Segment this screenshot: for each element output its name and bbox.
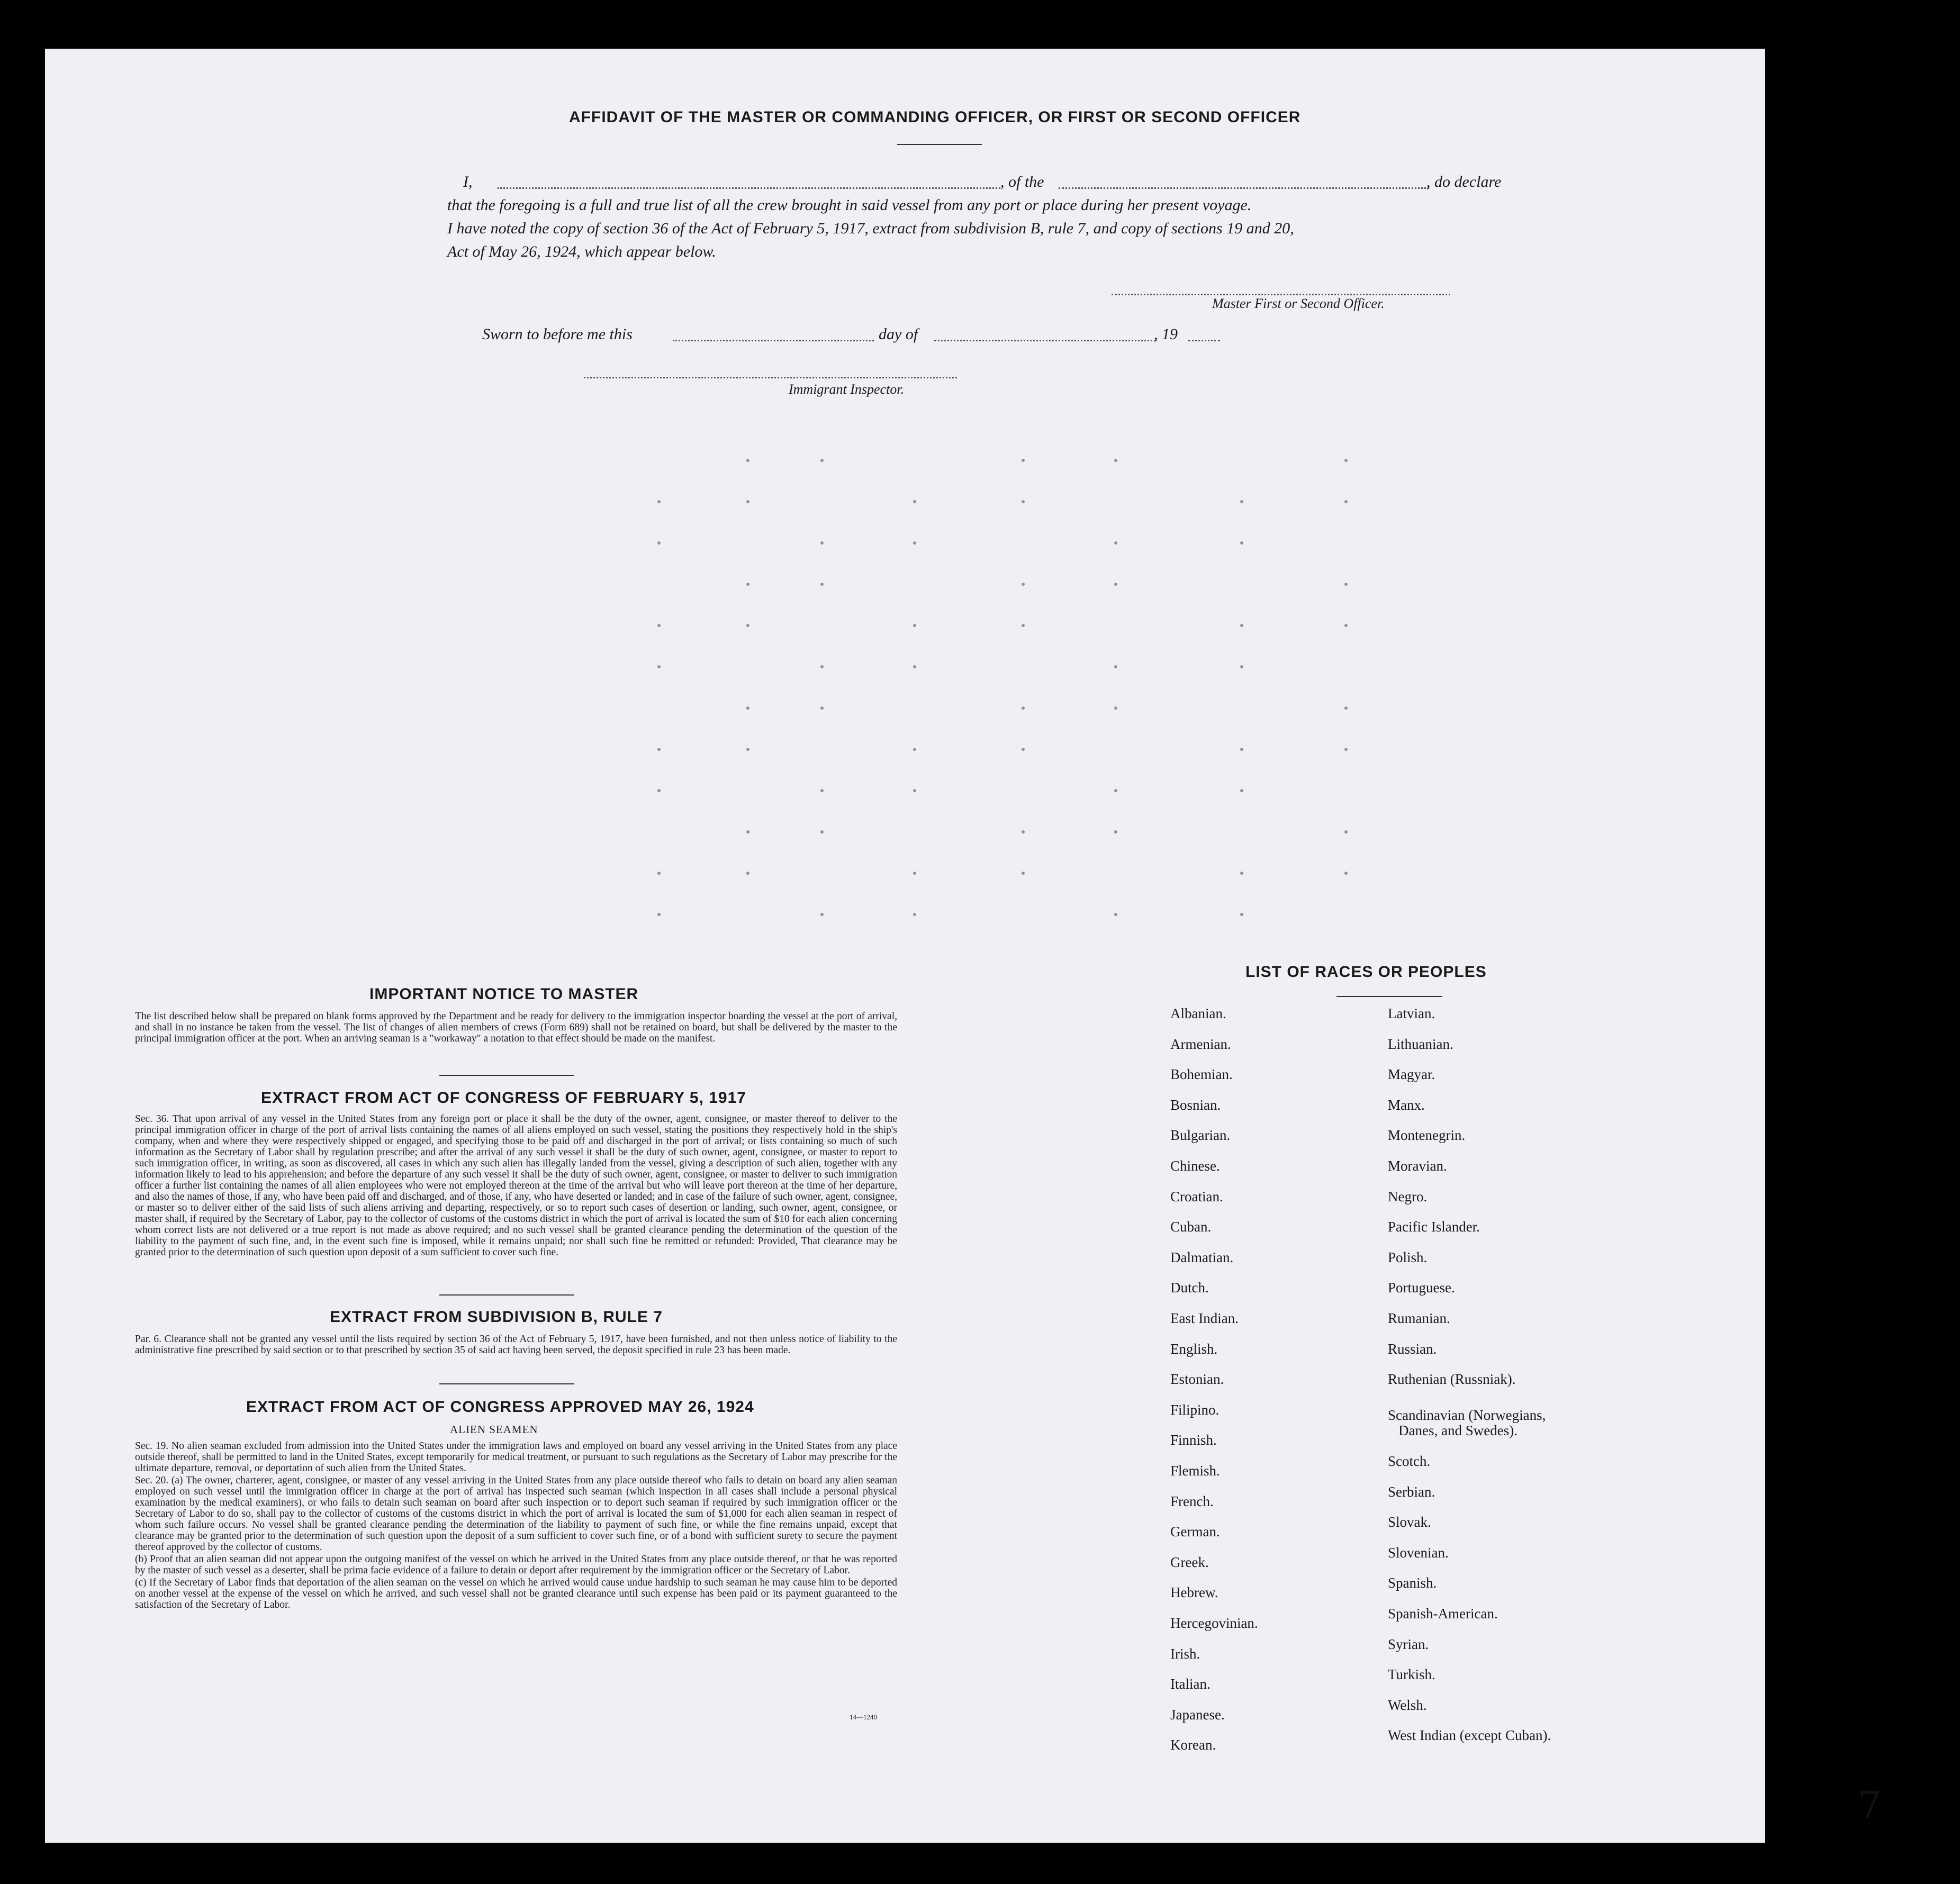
divider	[897, 144, 982, 145]
race-item: German.	[1170, 1524, 1220, 1540]
race-item: Moravian.	[1388, 1158, 1447, 1174]
race-item: Montenegrin.	[1388, 1127, 1466, 1144]
race-item: Danes, and Swedes).	[1398, 1423, 1518, 1439]
extract-1917-text: Sec. 36. That upon arrival of any vessel in the United States from any foreign port or place it shall be the duty of the owner, agent, consignee, or master thereof to deliver to the principal immigration officer in charge of the port of arrival lists containing the names of all aliens employed on such vessel, stating the positions they respectively hold in the ship's company, when and where they were respectively shipped or engaged, and specifying those to be paid off and discharged in the port of arrival; or lists containing so much of such information as the Secretary of Labor shall by regulation prescribe; and after the arrival of any such vessel it shall be the duty of such owner, agent, consignee, or master to report to such immigration officer, in writing, as soon as discovered, all cases in which any such alien has illegally landed from the vessel, giving a description of such alien, together with any information likely to lead to his apprehension; and before the departure of any such vessel it shall be the duty of such owner, agent, consignee, or master to deliver to such immigration officer a further list containing the names of all alien employees who were not employed thereon at the time of the arrival but who will leave port thereon at the time of her departure, and also the names of those, if any, who have been paid off and discharged, and of those, if any, who have deserted or landed; and in case of the failure of such owner, agent, consignee, or master so to deliver either of the said lists of such aliens arriving and departing, respectively, or so to report such cases of desertion or landing, such owner, agent, consignee, or master shall, if required by the Secretary of Labor, pay to the collector of customs of the customs district in which the port of arrival is located the sum of $10 for each alien concerning whom correct lists are not delivered or a true report is not made as above required; and no such vessel shall be granted clearance pending the determination of the question of the liability to the payment of such fine, and, in the event such fine is imposed, while it remains unpaid; nor shall such fine be remitted or refunded: Provided, That clearance may be granted prior to the determination of such question upon deposit of a sum sufficient to cover such fine.	[135, 1113, 897, 1258]
race-item: Albanian.	[1170, 1006, 1226, 1021]
inspector-signature-label: Immigrant Inspector.	[789, 382, 905, 397]
section-19-text: Sec. 19. No alien seaman excluded from admission into the United States under the immigration laws and employed on board any vessel arriving in the United States from any place outside thereof, shall be permitted to land in the United States, except temporarily for medical treatment, or pursuant to such regulations as the Secretary of Labor may prescribe for the ultimate departure, removal, or deportation of such alien from the United States.	[135, 1441, 897, 1474]
faint-dot	[657, 541, 661, 545]
punch-hole	[1841, 550, 1872, 581]
faint-dot	[1022, 459, 1025, 462]
form-number: 14—1240	[850, 1713, 877, 1721]
faint-dot	[1114, 541, 1117, 545]
extract-1924-title: EXTRACT FROM ACT OF CONGRESS APPROVED MAY 26, 1924	[246, 1398, 754, 1416]
race-item: Spanish-American.	[1388, 1606, 1498, 1622]
faint-dot	[1022, 872, 1025, 875]
divider	[439, 1294, 574, 1296]
faint-dot	[1240, 500, 1243, 503]
affidavit-line-3: I have noted the copy of section 36 of the Act of February 5, 1917, extract from subdivision B, rule 7, and copy of sections 19 and 20,	[447, 220, 1294, 237]
rule7-title: EXTRACT FROM SUBDIVISION B, RULE 7	[330, 1308, 663, 1326]
faint-dot	[1240, 789, 1243, 792]
faint-dot	[1240, 624, 1243, 627]
faint-dot	[820, 913, 824, 916]
faint-dot	[1344, 706, 1348, 710]
race-item: Japanese.	[1170, 1706, 1225, 1723]
faint-dot	[820, 459, 824, 462]
faint-dot	[1022, 583, 1025, 586]
race-item: Bohemian.	[1170, 1066, 1233, 1083]
race-item: East Indian.	[1170, 1310, 1239, 1326]
faint-dot	[1114, 583, 1117, 586]
faint-dot	[746, 748, 749, 751]
faint-dot	[657, 789, 661, 792]
faint-dot	[1022, 706, 1025, 710]
faint-dot	[657, 872, 661, 875]
faint-dot	[746, 583, 749, 586]
race-item: Turkish.	[1388, 1666, 1435, 1683]
race-item: Estonian.	[1170, 1371, 1224, 1388]
year-label: , 19	[1154, 325, 1178, 343]
sworn-label: Sworn to before me this	[482, 325, 633, 343]
day-of-label: day of	[879, 325, 918, 343]
faint-dot	[1344, 583, 1348, 586]
faint-dot	[1022, 624, 1025, 627]
race-item: Ruthenian (Russniak).	[1388, 1371, 1516, 1388]
affidavit-i-label: I,	[463, 173, 473, 191]
faint-dot	[746, 624, 749, 627]
affidavit-line-2: that the foregoing is a full and true list of all the crew brought in said vessel from any port or place during her present voyage.	[447, 196, 1252, 214]
faint-dot	[1114, 706, 1117, 710]
affidavit-declare-label: , do declare	[1426, 173, 1502, 191]
punch-hole	[1841, 1504, 1872, 1535]
faint-dot	[820, 706, 824, 710]
race-item: West Indian (except Cuban).	[1388, 1727, 1551, 1744]
race-item: Spanish.	[1388, 1575, 1437, 1591]
race-item: Magyar.	[1388, 1066, 1435, 1083]
race-item: Serbian.	[1388, 1483, 1435, 1500]
faint-dot	[657, 500, 661, 503]
punch-hole	[1858, 111, 1889, 142]
race-item: Slovak.	[1388, 1514, 1431, 1530]
affidavit-title: AFFIDAVIT OF THE MASTER OR COMMANDING OFFICER, OR FIRST OR SECOND OFFICER	[569, 108, 1301, 126]
races-title: LIST OF RACES OR PEOPLES	[1245, 963, 1487, 981]
race-item: Korean.	[1170, 1737, 1216, 1753]
faint-dot	[657, 913, 661, 916]
faint-dot	[746, 872, 749, 875]
faint-dot	[913, 500, 916, 503]
faint-dot	[1114, 789, 1117, 792]
faint-dot	[1114, 459, 1117, 462]
race-item: Portuguese.	[1388, 1280, 1455, 1296]
race-item: Polish.	[1388, 1249, 1428, 1265]
faint-dot	[1344, 500, 1348, 503]
race-item: Negro.	[1388, 1188, 1428, 1204]
faint-dot	[1114, 830, 1117, 834]
race-item: Irish.	[1170, 1645, 1200, 1662]
section-20a-text: Sec. 20. (a) The owner, charterer, agent, consignee, or master of any vessel arriving in the United States from any place outside thereof who fails to detain on board any alien seaman employed on such vessel until the immigration officer in charge at the port of arrival has inspected such seaman (which inspection in all cases shall include a personal physical examination by the medical examiners), or who fails to detain such seaman on board after such inspection or to deport such seaman if required by such immigration officer or the Secretary of Labor to do so, shall pay to the collector of customs of the customs district in which the port of arrival is located the sum of $1,000 for each alien seaman in respect of whom such failure occurs. No vessel shall be granted clearance pending the determination of the liability to payment of such fine, or while the fine remains unpaid, except that clearance may be granted prior to the determination of such question upon the deposit of a sum sufficient to cover such fine, or of a bond with sufficient surety to secure the payment thereof approved by the collector of customs.	[135, 1475, 897, 1553]
race-item: English.	[1170, 1340, 1218, 1357]
punch-hole	[1856, 71, 1886, 102]
faint-dot	[820, 583, 824, 586]
race-item: Scandinavian (Norwegians,	[1388, 1407, 1546, 1423]
race-item: Syrian.	[1388, 1636, 1429, 1652]
race-item: Italian.	[1170, 1676, 1211, 1692]
race-item: Finnish.	[1170, 1432, 1217, 1448]
faint-dot	[1022, 830, 1025, 834]
master-signature-label: Master First or Second Officer.	[1212, 296, 1385, 311]
punch-hole	[1841, 296, 1872, 327]
faint-dot	[1344, 830, 1348, 834]
section-20c-text: (c) If the Secretary of Labor finds that deportation of the alien seaman on the vessel on which he arrived would cause undue hardship to such seaman he may cause him to be deported on another vessel at the expense of the vessel on which he arrived, and such vessel shall not be granted clearance until such expense has been paid or its payment guaranteed to the satisfaction of the Secretary of Labor.	[135, 1577, 897, 1610]
race-item: Pacific Islander.	[1388, 1219, 1480, 1235]
race-item: Dutch.	[1170, 1280, 1209, 1296]
extract-1924-body	[135, 1441, 897, 1611]
faint-dot	[1240, 748, 1243, 751]
faint-dot	[657, 748, 661, 751]
faint-dot	[1240, 541, 1243, 545]
faint-dot	[820, 830, 824, 834]
faint-dot	[913, 872, 916, 875]
race-item: Latvian.	[1388, 1006, 1435, 1021]
faint-dot	[1240, 913, 1243, 916]
faint-dot	[1344, 872, 1348, 875]
race-item: Lithuanian.	[1388, 1036, 1453, 1052]
document-page	[45, 49, 1765, 1843]
faint-dot	[820, 541, 824, 545]
race-item: Hercegovinian.	[1170, 1615, 1258, 1631]
race-item: Bulgarian.	[1170, 1127, 1231, 1144]
race-item: Flemish.	[1170, 1463, 1220, 1479]
handwritten-page-mark: 7	[1858, 1783, 1882, 1827]
notice-text: The list described below shall be prepared on blank forms approved by the Department and be ready for delivery to the immigration inspector boarding the vessel at the port of arrival, and shall in no instance be taken from the vessel. The list of changes of alien members of crews (Form 689) shall not be retained on board, but shall be delivered by the master to the principal immigration officer at the port. When an arriving seaman is a "workaway" a notation to that effect should be made on the manifest.	[135, 1011, 897, 1044]
faint-dot	[1344, 748, 1348, 751]
race-item: Rumanian.	[1388, 1310, 1450, 1326]
punch-hole	[1841, 1153, 1872, 1183]
race-item: Hebrew.	[1170, 1584, 1218, 1601]
divider	[439, 1075, 574, 1076]
faint-dot	[913, 789, 916, 792]
affidavit-line-4: Act of May 26, 1924, which appear below.	[447, 243, 716, 260]
faint-dot	[913, 913, 916, 916]
race-item: Armenian.	[1170, 1036, 1231, 1052]
faint-dot	[1344, 624, 1348, 627]
faint-dot	[657, 665, 661, 668]
faint-dot	[820, 665, 824, 668]
faint-dot	[1344, 459, 1348, 462]
race-item: Chinese.	[1170, 1158, 1220, 1174]
extract-1924-subtitle: ALIEN SEAMEN	[450, 1423, 538, 1436]
race-item: Filipino.	[1170, 1401, 1220, 1418]
punch-hole	[1841, 1593, 1872, 1624]
extract-1917-title: EXTRACT FROM ACT OF CONGRESS OF FEBRUARY 5, 1917	[261, 1089, 746, 1107]
race-item: Bosnian.	[1170, 1097, 1221, 1113]
punch-hole	[1841, 650, 1872, 681]
punch-hole	[1841, 197, 1872, 228]
notice-title: IMPORTANT NOTICE TO MASTER	[369, 985, 639, 1003]
section-20b-text: (b) Proof that an alien seaman did not appear upon the outgoing manifest of the vessel on which he arrived in the United States from any place outside thereof, or that he was reported by the master of such vessel as a deserter, shall be prima facie evidence of a failure to detain or deport after requirement by the immigration officer or the Secretary of Labor.	[135, 1554, 897, 1576]
race-item: Dalmatian.	[1170, 1249, 1234, 1265]
declarant-name-field[interactable]	[498, 187, 1000, 189]
race-item: Russian.	[1388, 1340, 1437, 1357]
divider	[439, 1383, 574, 1384]
faint-dot	[1114, 913, 1117, 916]
punch-hole	[1841, 1242, 1872, 1272]
sworn-year-field[interactable]	[1188, 340, 1220, 341]
vessel-name-field[interactable]	[1059, 187, 1429, 189]
sworn-day-field[interactable]	[673, 340, 874, 341]
affidavit-of-the-label: , of the	[1000, 173, 1044, 191]
race-item: Cuban.	[1170, 1219, 1212, 1235]
sworn-month-field[interactable]	[934, 340, 1157, 341]
faint-dot	[1240, 665, 1243, 668]
divider	[1336, 996, 1442, 997]
faint-dot	[1022, 500, 1025, 503]
race-item: Greek.	[1170, 1554, 1209, 1570]
faint-dot	[913, 624, 916, 627]
race-item: Croatian.	[1170, 1188, 1223, 1204]
faint-dot	[746, 459, 749, 462]
faint-dot	[1022, 748, 1025, 751]
faint-dot	[1240, 872, 1243, 875]
race-item: Manx.	[1388, 1097, 1425, 1113]
faint-dot	[1114, 665, 1117, 668]
race-item: Slovenian.	[1388, 1544, 1449, 1561]
race-item: Welsh.	[1388, 1697, 1427, 1713]
faint-dot	[913, 748, 916, 751]
rule7-text: Par. 6. Clearance shall not be granted any vessel until the lists required by section 36 of the Act of February 5, 1917, have been furnished, and not then unless notice of liability to the administrative fine prescribed by said section or to that prescribed by section 35 of said act having been served, the deposit specified in rule 23 has been made.	[135, 1334, 897, 1356]
faint-dot	[746, 706, 749, 710]
faint-dot	[820, 789, 824, 792]
faint-dot	[913, 541, 916, 545]
faint-dot	[657, 624, 661, 627]
faint-dot	[746, 830, 749, 834]
race-item: French.	[1170, 1493, 1214, 1509]
race-item: Scotch.	[1388, 1453, 1431, 1469]
faint-dot	[746, 500, 749, 503]
faint-dot	[913, 665, 916, 668]
